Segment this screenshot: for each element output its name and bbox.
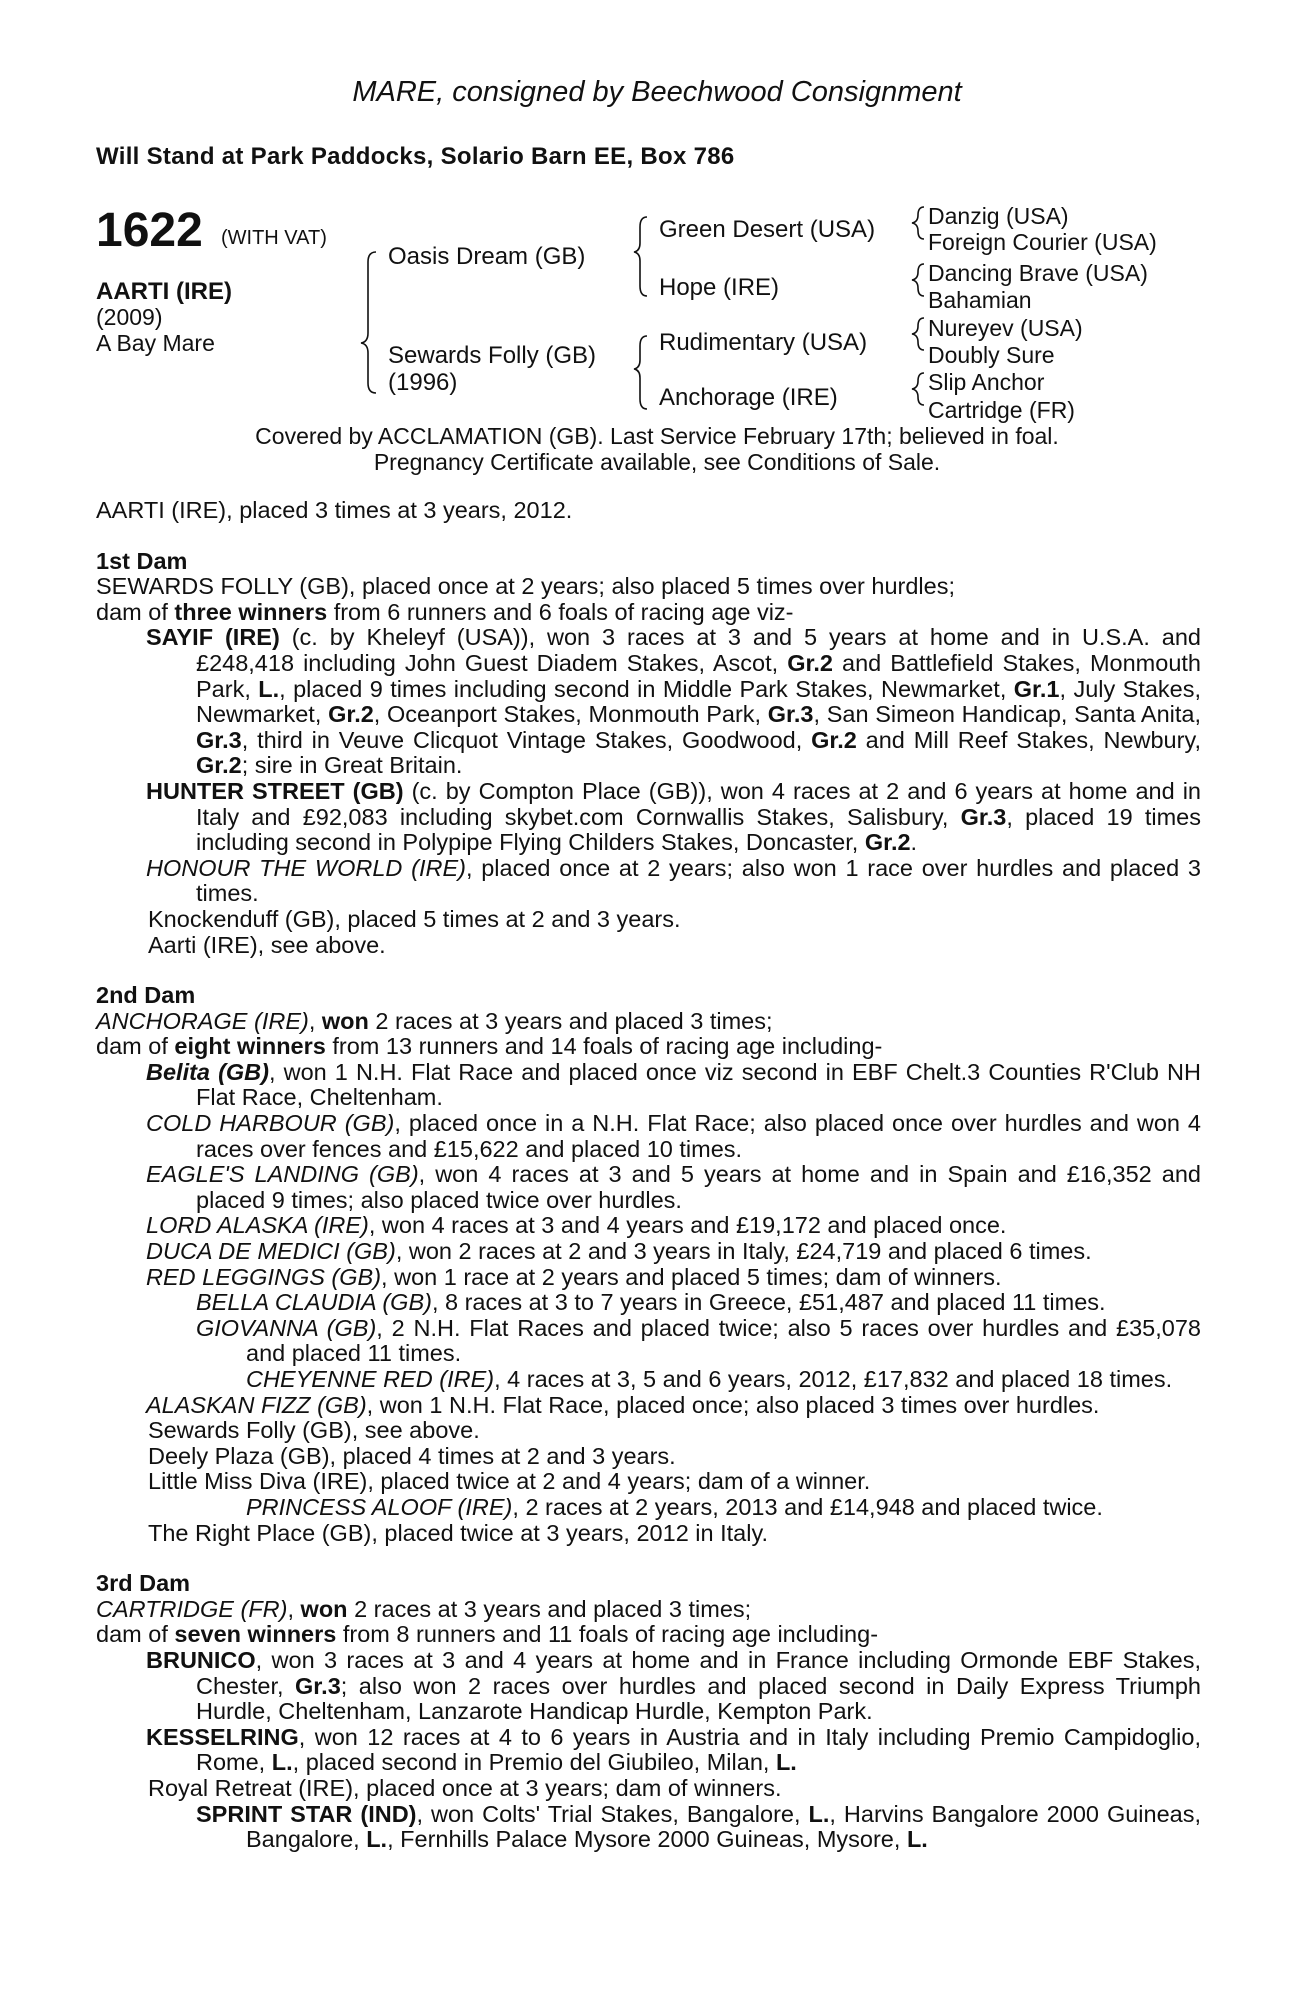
pedigree-ggs-7: Slip Anchor	[928, 369, 1045, 395]
produce-hunter-street: HUNTER STREET (GB) (c. by Compton Place (GB)), won 4 races at 2 and 6 years at home and in Italy and £92,083 including skybet.com Cornwallis Stakes, Salisbury, Gr.3, placed 19 times including second in Polypipe Flying Childers Stakes, Doncaster, Gr.2.	[146, 777, 1201, 856]
horse-name: AARTI (IRE)	[96, 278, 232, 305]
produce-belita: Belita (GB), won 1 N.H. Flat Race and placed once viz second in EBF Chelt.3 Counties R'Club NH Flat Race, Cheltenham.	[146, 1058, 1201, 1111]
produce-honour-the-world: HONOUR THE WORLD (IRE), placed once at 2 years; also won 1 race over hurdles and placed 3 times.	[146, 854, 1201, 907]
produce-the-right-place: The Right Place (GB), placed twice at 3 years, 2012 in Italy.	[148, 1519, 768, 1546]
produce-duca-de-medici: DUCA DE MEDICI (GB), won 2 races at 2 and 3 years in Italy, £24,719 and placed 6 times.	[146, 1238, 1092, 1265]
bracket-sire	[634, 217, 647, 296]
produce-eagles-landing: EAGLE'S LANDING (GB), won 4 races at 3 and 5 years at home and in Spain and £16,352 and placed 9 times; also placed twice over hurdles.	[146, 1161, 1201, 1213]
produce-brunico: BRUNICO, won 3 races at 3 and 4 years at home and in France including Ormonde EBF Stakes, Chester, Gr.3; also won 2 races over hurdles and placed second in Daily Express Triumph Hurdle, Cheltenham, Lanzarote Handicap Hurdle, Kempton Park.	[146, 1646, 1201, 1725]
pedigree-dam-dam: Anchorage (IRE)	[659, 384, 838, 411]
third-dam-line1: CARTRIDGE (FR), won 2 races at 3 years and placed 3 times;	[96, 1595, 752, 1622]
first-dam-line2: dam of three winners from 6 runners and 6 foals of racing age viz-	[96, 598, 794, 625]
pregnancy-line: Pregnancy Certificate available, see Conditions of Sale.	[373, 449, 941, 475]
first-dam-heading: 1st Dam	[96, 547, 188, 574]
first-dam-line1: SEWARDS FOLLY (GB), placed once at 2 years; also placed 5 times over hurdles;	[96, 573, 956, 600]
produce-giovanna: GIOVANNA (GB), 2 N.H. Flat Races and placed twice; also 5 races over hurdles and £35,078 and placed 11 times.	[196, 1314, 1201, 1367]
produce-deely-plaza: Deely Plaza (GB), placed 4 times at 2 and 3 years.	[148, 1442, 676, 1469]
third-dam-line2: dam of seven winners from 8 runners and 11 foals of racing age including-	[96, 1621, 879, 1648]
horse-description: A Bay Mare	[96, 330, 215, 356]
produce-kesselring: KESSELRING, won 12 races at 4 to 6 years in Austria and in Italy including Premio Campidoglio, Rome, L., placed second in Premio del Giubileo, Milan, L.	[146, 1723, 1201, 1776]
produce-little-miss-diva: Little Miss Diva (IRE), placed twice at 2 and 4 years; dam of a winner.	[148, 1468, 871, 1495]
second-dam-line2: dam of eight winners from 13 runners and 14 foals of racing age including-	[96, 1033, 883, 1060]
pedigree-ggs-8: Cartridge (FR)	[928, 397, 1075, 423]
second-dam-heading: 2nd Dam	[96, 982, 196, 1009]
pedigree-sire: Oasis Dream (GB)	[388, 243, 586, 270]
bracket-dam	[634, 336, 647, 409]
pedigree-ggs-6: Doubly Sure	[928, 342, 1055, 368]
second-dam-line1: ANCHORAGE (IRE), won 2 races at 3 years and placed 3 times;	[96, 1007, 773, 1034]
produce-sprint-star: SPRINT STAR (IND), won Colts' Trial Stakes, Bangalore, L., Harvins Bangalore 2000 Guineas, Bangalore, L., Fernhills Palace Mysore 2000 Guineas, Mysore, L.	[196, 1800, 1202, 1853]
produce-aarti: Aarti (IRE), see above.	[148, 931, 386, 958]
pedigree-dam-sire: Rudimentary (USA)	[659, 329, 868, 356]
lot-number: 1622	[96, 204, 203, 257]
bracket-gg2	[912, 264, 924, 296]
pedigree-ggs-1: Danzig (USA)	[928, 203, 1069, 229]
produce-red-leggings: RED LEGGINGS (GB), won 1 race at 2 years and placed 5 times; dam of winners.	[146, 1263, 1002, 1290]
produce-knockenduff: Knockenduff (GB), placed 5 times at 2 and 3 years.	[148, 905, 681, 932]
pedigree-ggs-5: Nureyev (USA)	[928, 315, 1083, 341]
produce-lord-alaska: LORD ALASKA (IRE), won 4 races at 3 and 4 years and £19,172 and placed once.	[146, 1212, 1007, 1239]
third-dam-heading: 3rd Dam	[96, 1570, 191, 1597]
pedigree-brackets	[0, 0, 1314, 430]
pedigree-ggs-4: Bahamian	[928, 287, 1032, 313]
produce-sewards-folly: Sewards Folly (GB), see above.	[148, 1417, 480, 1444]
produce-princess-aloof: PRINCESS ALOOF (IRE), 2 races at 2 years, 2013 and £14,948 and placed twice.	[246, 1493, 1103, 1520]
pedigree-ggs-3: Dancing Brave (USA)	[928, 260, 1148, 286]
vat-note: (WITH VAT)	[221, 227, 327, 249]
covered-line: Covered by ACCLAMATION (GB). Last Service February 17th; believed in foal.	[255, 423, 1059, 449]
produce-cold-harbour: COLD HARBOUR (GB), placed once in a N.H. Flat Race; also placed once over hurdles and won 4 races over fences and £15,622 and placed 10 times.	[146, 1110, 1201, 1162]
venue-line: Will Stand at Park Paddocks, Solario Barn EE, Box 786	[96, 143, 735, 170]
bracket-main	[361, 252, 376, 393]
produce-cheyenne-red: CHEYENNE RED (IRE), 4 races at 3, 5 and 6 years, 2012, £17,832 and placed 18 times.	[246, 1366, 1173, 1392]
intro-line: AARTI (IRE), placed 3 times at 3 years, 2012.	[96, 497, 573, 523]
bracket-gg1	[912, 207, 924, 239]
produce-royal-retreat: Royal Retreat (IRE), placed once at 3 years; dam of winners.	[148, 1774, 782, 1801]
bracket-gg3	[912, 318, 924, 350]
pedigree-dam-year: (1996)	[388, 369, 458, 396]
pedigree-dam: Sewards Folly (GB)	[388, 342, 597, 369]
produce-bella-claudia: BELLA CLAUDIA (GB), 8 races at 3 to 7 years in Greece, £51,487 and placed 11 times.	[196, 1289, 1106, 1316]
pedigree-sire-dam: Hope (IRE)	[659, 274, 780, 301]
pedigree-sire-sire: Green Desert (USA)	[659, 216, 876, 243]
produce-record	[96, 498, 1201, 1853]
horse-year: (2009)	[96, 304, 163, 330]
catalogue-header: MARE, consigned by Beechwood Consignment	[352, 76, 962, 108]
horse-name-sayif: SAYIF (IRE)	[146, 624, 280, 651]
produce-alaskan-fizz: ALASKAN FIZZ (GB), won 1 N.H. Flat Race, placed once; also placed 3 times over hurdles.	[146, 1391, 1100, 1418]
produce-sayif: SAYIF (IRE) (c. by Kheleyf (USA)), won 3 races at 3 and 5 years at home and in U.S.A. and £248,418 including John Guest Diadem Stakes, Ascot, Gr.2 and Battlefield Stakes, Monmouth Park, L., placed 9 times including second in Middle Park Stakes, Newmarket, Gr.1, July Stakes, Newmarket, Gr.2, Oceanport Stakes, Monmouth Park, Gr.3, San Simeon Handicap, Santa Anita, Gr.3, third in Veuve Clicquot Vintage Stakes, Goodwood, Gr.2 and Mill Reef Stakes, Newbury, Gr.2; sire in Great Britain.	[146, 624, 1202, 779]
bracket-gg4	[912, 373, 924, 405]
pedigree-ggs-2: Foreign Courier (USA)	[928, 229, 1157, 255]
